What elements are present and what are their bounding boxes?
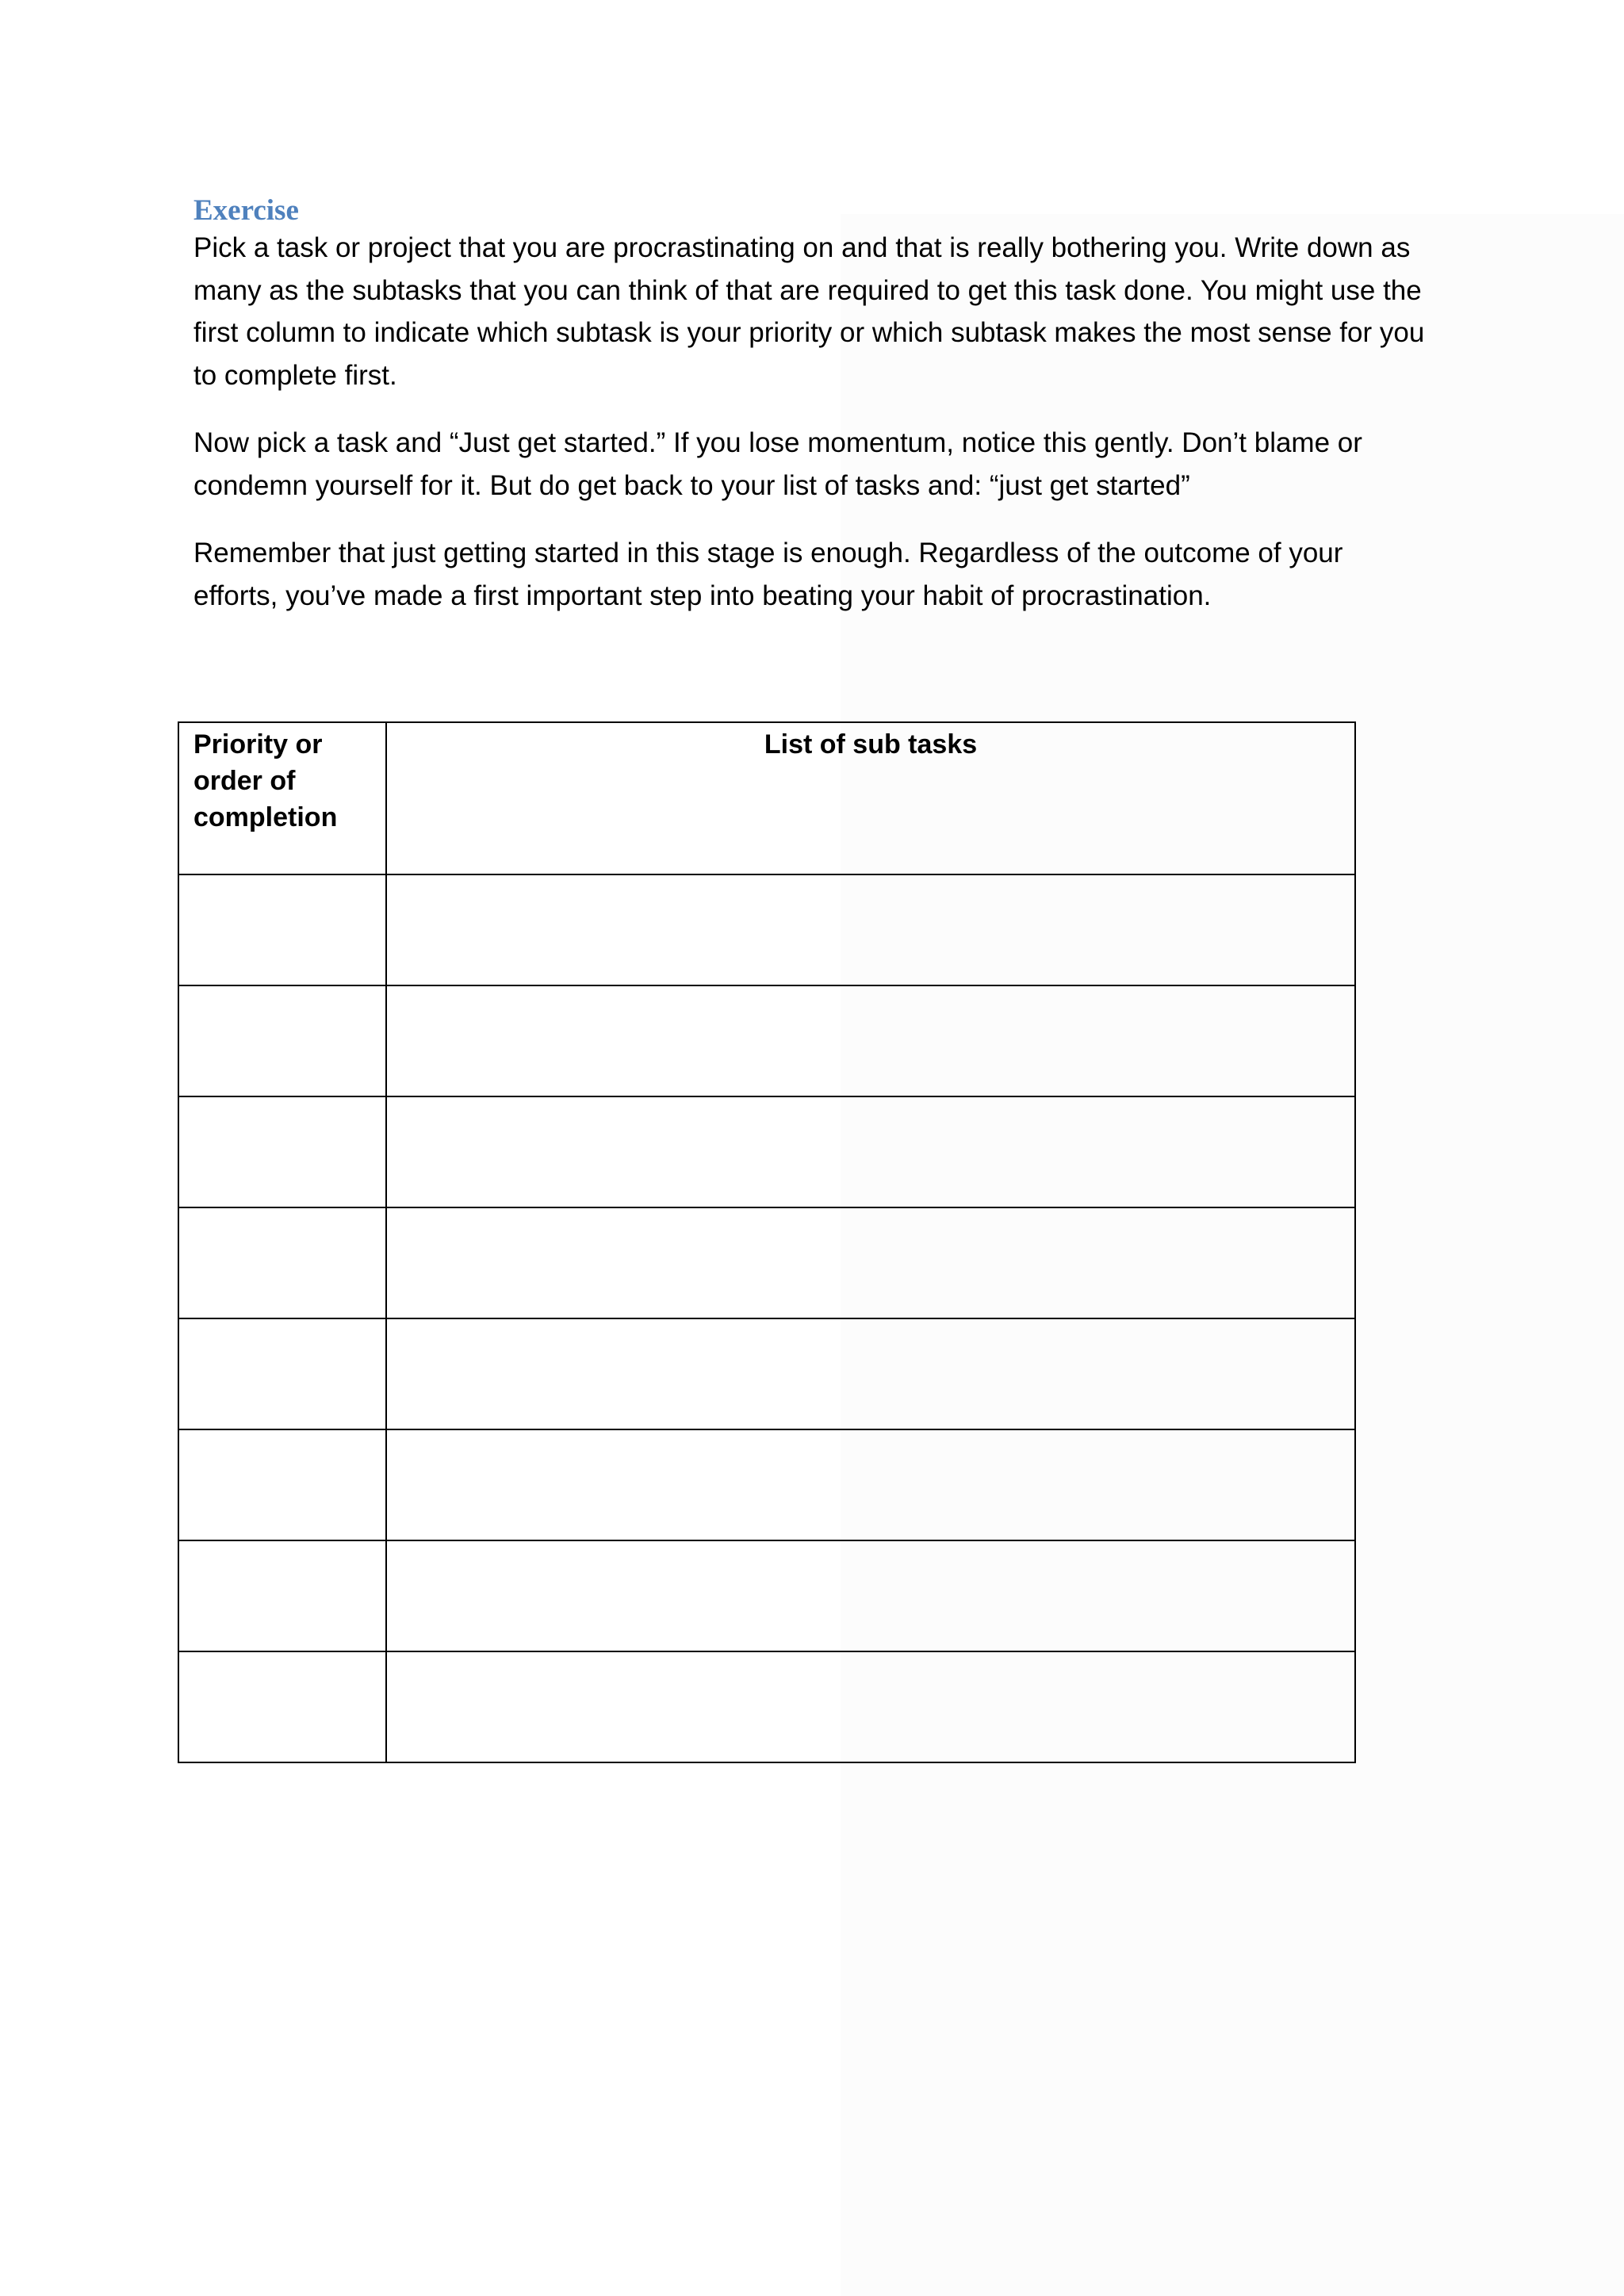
subtask-cell[interactable] — [386, 874, 1355, 985]
priority-cell[interactable] — [178, 1096, 386, 1207]
subtask-cell[interactable] — [386, 1540, 1355, 1651]
priority-cell[interactable] — [178, 1540, 386, 1651]
subtask-cell[interactable] — [386, 1207, 1355, 1318]
priority-cell[interactable] — [178, 1207, 386, 1318]
subtasks-column-header: List of sub tasks — [386, 722, 1355, 874]
priority-cell[interactable] — [178, 1651, 386, 1762]
priority-cell[interactable] — [178, 874, 386, 985]
instructions-paragraph: Pick a task or project that you are procrastinating on and that is really bothering you. Write down as many as the subtasks that you can think of that are required to get this task done. You might use the first column to indicate which subtask is your priority or which subtask makes the most sense for you to complete first. — [193, 232, 1425, 391]
subtask-cell[interactable] — [386, 985, 1355, 1096]
document-body — [193, 187, 1462, 617]
exercise-heading: Exercise — [193, 194, 299, 227]
table-header-row — [178, 722, 1355, 874]
subtask-cell[interactable] — [386, 1651, 1355, 1762]
remember-paragraph: Remember that just getting started in this stage is enough. Regardless of the outcome of your efforts, you’ve made a first important step into beating your habit of procrastination. — [193, 538, 1343, 611]
get-started-paragraph: Now pick a task and “Just get started.” If you lose momentum, notice this gently. Don’t blame or condemn yourself for it. But do get back to your list of tasks and: “just get started” — [193, 427, 1362, 501]
priority-cell[interactable] — [178, 1429, 386, 1540]
subtask-cell[interactable] — [386, 1096, 1355, 1207]
table-row — [178, 1651, 1355, 1762]
table-row — [178, 1429, 1355, 1540]
table-row — [178, 985, 1355, 1096]
table-row — [178, 1096, 1355, 1207]
subtask-cell[interactable] — [386, 1429, 1355, 1540]
table-row — [178, 874, 1355, 985]
priority-column-header: Priority or order of completion — [178, 722, 386, 874]
priority-cell[interactable] — [178, 985, 386, 1096]
subtask-cell[interactable] — [386, 1318, 1355, 1429]
subtask-table — [178, 721, 1356, 1763]
table-row — [178, 1318, 1355, 1429]
table-row — [178, 1207, 1355, 1318]
table-row — [178, 1540, 1355, 1651]
priority-cell[interactable] — [178, 1318, 386, 1429]
